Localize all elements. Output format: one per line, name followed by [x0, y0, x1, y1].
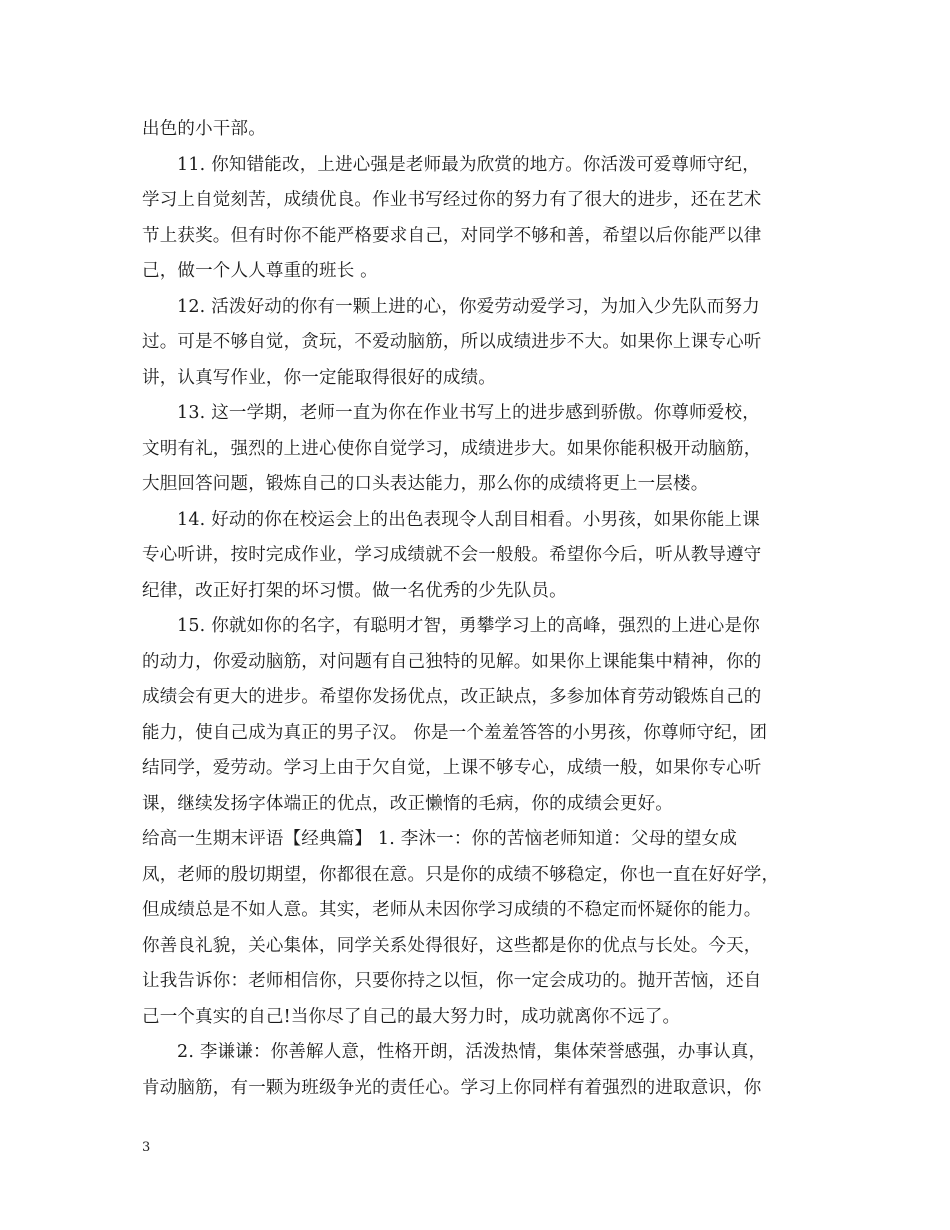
text-line: 能力，使自己成为真正的男子汉。 你是一个羞羞答答的小男孩，你尊师守纪，团 [142, 722, 768, 743]
text-line: 11. 你知错能改，上进心强是老师最为欣赏的地方。你活泼可爱尊师守纪， [177, 154, 760, 175]
text-line: 给高一生期末评语【经典篇】 1. 李沐一：你的苦恼老师知道：父母的望女成 [142, 829, 738, 849]
text-line: 过。可是不够自觉，贪玩，不爱动脑筋，所以成绩进步不大。如果你上课专心听 [142, 332, 762, 352]
text-line: 让我告诉你：老师相信你，只要你持之以恒，你一定会成功的。抛开苦恼，还自 [142, 971, 762, 991]
text-line: 12. 活泼好动的你有一颗上进的心，你爱劳动爱学习，为加入少先队而努力 [177, 296, 760, 317]
text-line: 学习上自觉刻苦，成绩优良。作业书写经过你的努力有了很大的进步，还在艺术 [142, 190, 762, 210]
text-line: 你善良礼貌，关心集体，同学关系处得很好，这些都是你的优点与长处。今天， [142, 935, 762, 956]
text-line: 肯动脑筋，有一颗为班级争光的责任心。学习上你同样有着强烈的进取意识，你 [142, 1077, 762, 1098]
text-line: 凤，老师的殷切期望，你都很在意。只是你的成绩不够稳定，你也一直在好好学， [142, 864, 780, 885]
text-line: 15. 你就如你的名字，有聪明才智，勇攀学习上的高峰，强烈的上进心是你 [177, 616, 760, 636]
text-line: 节上获奖。但有时你不能严格要求自己，对同学不够和善，希望以后你能严以律 [142, 225, 762, 246]
text-line: 2. 李谦谦：你善解人意，性格开朗，活泼热情，集体荣誉感强，办事认真， [177, 1042, 767, 1062]
text-line: 成绩会有更大的进步。希望你发扬优点，改正缺点，多参加体育劳动锻炼自己的 [142, 687, 762, 707]
page-number: 3 [142, 1140, 151, 1155]
text-line: 己，做一个人人尊重的班长 。 [142, 261, 378, 281]
text-line: 课，继续发扬字体端正的优点，改正懒惰的毛病，你的成绩会更好。 [142, 793, 673, 814]
text-line: 讲，认真写作业，你一定能取得很好的成绩。 [142, 367, 496, 388]
text-line: 出色的小干部。 [142, 119, 266, 139]
text-line: 14. 好动的你在校运会上的出色表现令人刮目相看。小男孩，如果你能上课 [177, 509, 760, 530]
text-line: 的动力，你爱动脑筋，对问题有自己独特的见解。如果你上课能集中精神，你的 [142, 651, 762, 672]
text-line: 己一个真实的自己!当你尽了自己的最大努力时，成功就离你不远了。 [142, 1006, 681, 1027]
body-text [142, 112, 820, 1106]
text-line: 结同学，爱劳动。学习上由于欠自觉，上课不够专心，成绩一般，如果你专心听 [142, 758, 762, 778]
text-line: 但成绩总是不如人意。其实，老师从未因你学习成绩的不稳定而怀疑你的能力。 [142, 900, 762, 920]
text-line: 大胆回答问题，锻炼自己的口头表达能力，那么你的成绩将更上一层楼。 [142, 474, 709, 494]
text-line: 纪律，改正好打架的坏习惯。做一名优秀的少先队员。 [142, 580, 567, 601]
text-line: 专心听讲，按时完成作业，学习成绩就不会一般般。希望你今后，听从教导遵守 [142, 545, 762, 565]
text-line: 13. 这一学期，老师一直为你在作业书写上的进步感到骄傲。你尊师爱校， [177, 403, 760, 423]
text-line: 文明有礼，强烈的上进心使你自觉学习，成绩进步大。如果你能积极开动脑筋， [142, 438, 762, 459]
